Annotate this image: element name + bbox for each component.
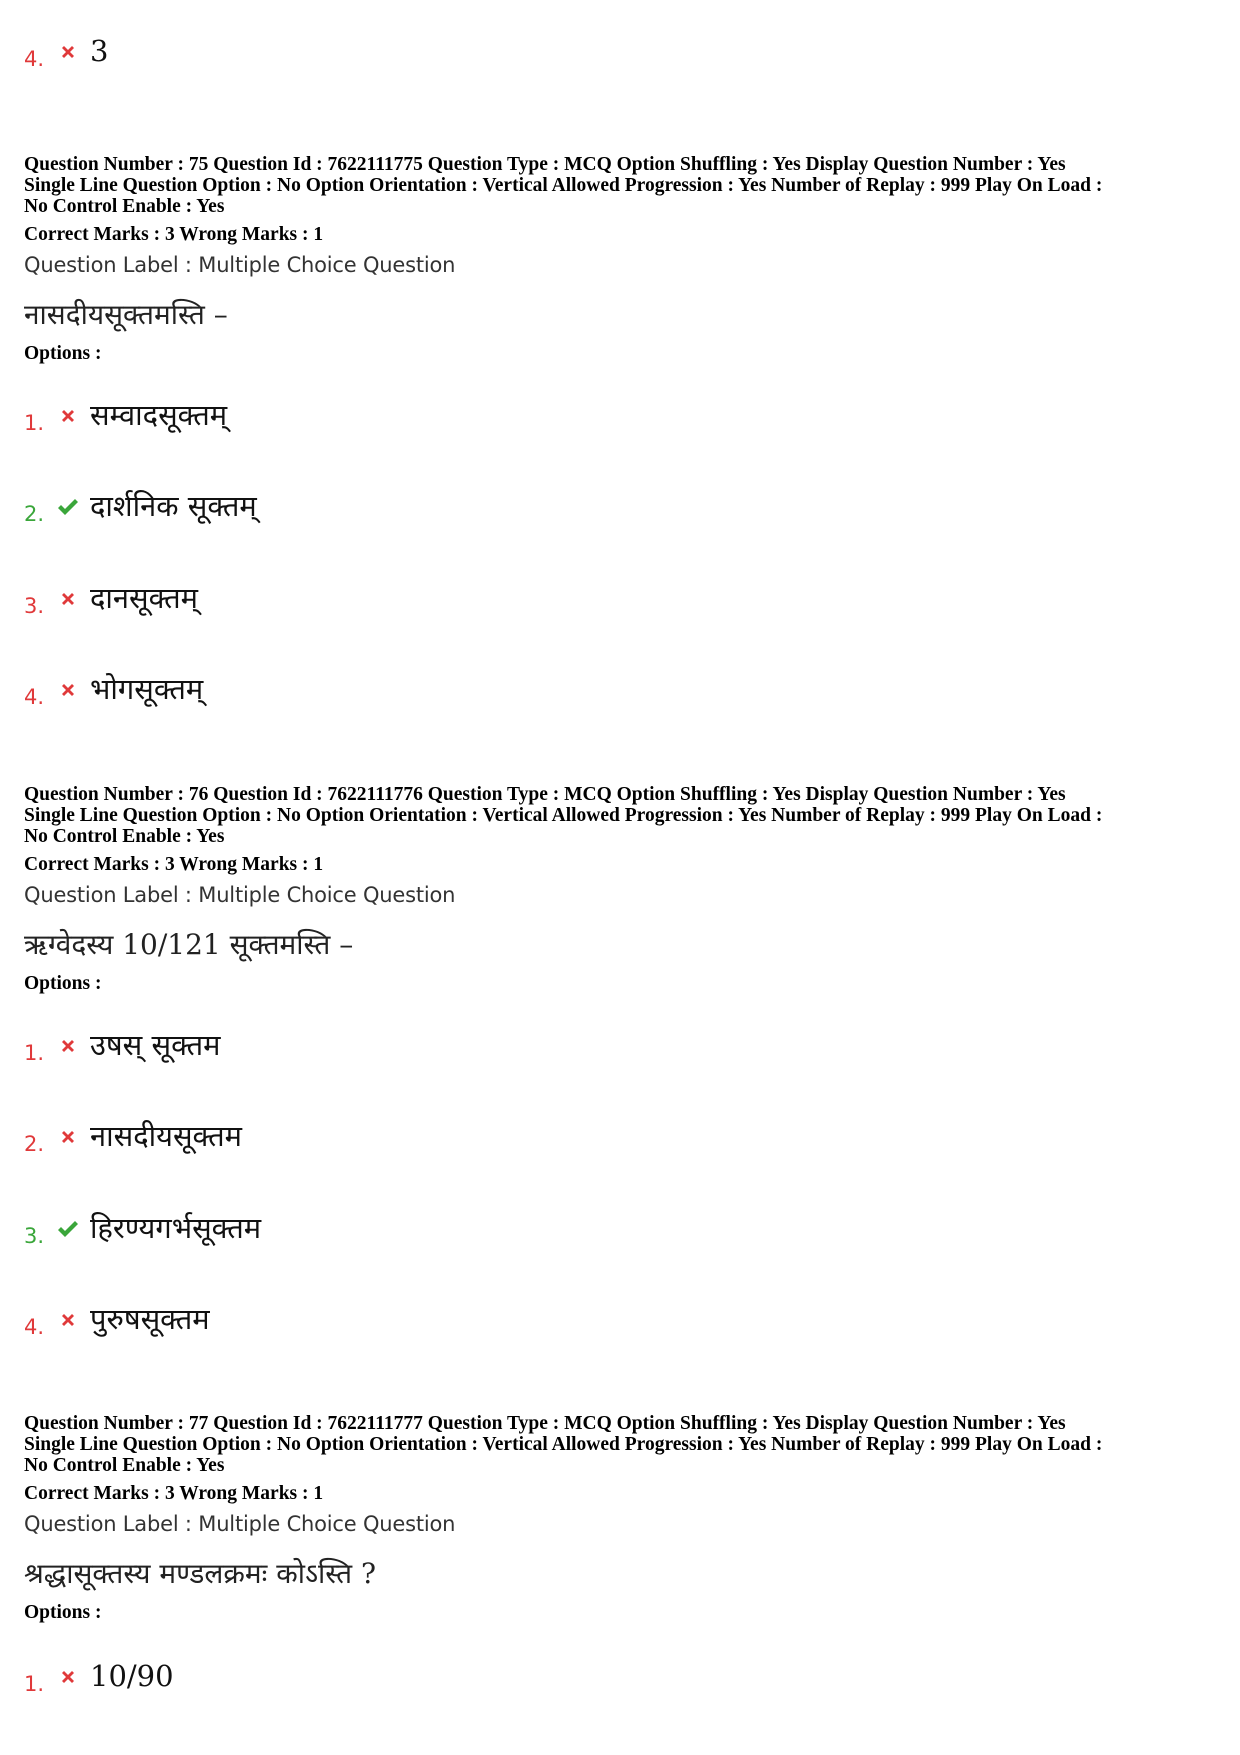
option-text: 3 [90,34,109,68]
option-number: 1. [24,411,45,435]
cross-icon [54,1663,82,1691]
cross-icon [54,402,82,430]
option-text: दानसूक्तम् [90,581,199,615]
option-row [24,392,227,436]
cross-icon [54,676,82,704]
question-meta-line: Single Line Question Option : No Option Orientation : Vertical Allowed Progression : Yes Number of Replay : 999 Play On Load : [24,805,1103,826]
question-block [24,154,1214,365]
option-row [24,1653,174,1697]
option-number: 1. [24,1672,45,1696]
question-block [24,1413,1214,1624]
check-icon [54,493,82,521]
option-text: हिरण्यगर्भसूक्तम [90,1211,262,1245]
question-meta-line: Single Line Question Option : No Option Orientation : Vertical Allowed Progression : Yes Number of Replay : 999 Play On Load : [24,1434,1103,1455]
option-row [24,1022,221,1066]
option-text: उषस् सूक्तम [90,1028,221,1062]
option-number: 1. [24,1041,45,1065]
marks-line: Correct Marks : 3 Wrong Marks : 1 [24,1483,324,1504]
option-row [24,1113,242,1157]
cross-icon [54,38,82,66]
options-heading: Options : [24,973,102,994]
question-meta-line: Question Number : 75 Question Id : 7622111775 Question Type : MCQ Option Shuffling : Yes Display Question Number : Yes [24,154,1066,175]
cross-icon [54,1123,82,1151]
option-row [24,575,198,619]
cross-icon [54,1306,82,1334]
question-meta-line: No Control Enable : Yes [24,196,225,217]
question-block [24,784,1214,995]
option-text: सम्वादसूक्तम् [90,398,228,432]
cross-icon [54,1032,82,1060]
option-number: 3. [24,1224,45,1248]
question-meta-line: Single Line Question Option : No Option Orientation : Vertical Allowed Progression : Yes Number of Replay : 999 Play On Load : [24,175,1103,196]
options-heading: Options : [24,1602,102,1623]
option-text: दार्शनिक सूक्तम् [90,489,257,523]
option-number: 4. [24,685,45,709]
option-number: 4. [24,1315,45,1339]
question-meta-line: Question Number : 76 Question Id : 7622111776 Question Type : MCQ Option Shuffling : Yes Display Question Number : Yes [24,784,1066,805]
question-label: Question Label : Multiple Choice Question [24,253,456,277]
question-meta-line: No Control Enable : Yes [24,1455,225,1476]
option-text: नासदीयसूक्तम [90,1119,242,1153]
option-text: भोगसूक्तम् [90,672,204,706]
question-label: Question Label : Multiple Choice Question [24,1512,456,1536]
question-meta-line: Question Number : 77 Question Id : 7622111777 Question Type : MCQ Option Shuffling : Yes Display Question Number : Yes [24,1413,1066,1434]
cross-icon [54,585,82,613]
option-row [24,1205,261,1249]
options-heading: Options : [24,343,102,364]
option-number: 4. [24,47,45,71]
option-number: 3. [24,594,45,618]
question-label: Question Label : Multiple Choice Question [24,883,456,907]
marks-line: Correct Marks : 3 Wrong Marks : 1 [24,224,324,245]
question-text: ऋग्वेदस्य 10/121 सूक्तमस्ति – [24,928,354,961]
check-icon [54,1215,82,1243]
marks-line: Correct Marks : 3 Wrong Marks : 1 [24,854,324,875]
question-meta-line: No Control Enable : Yes [24,826,225,847]
option-number: 2. [24,502,45,526]
option-row [24,483,257,527]
option-row [24,28,108,72]
option-number: 2. [24,1132,45,1156]
option-row [24,1296,210,1340]
question-text: श्रद्धासूक्तस्य मण्डलक्रमः कोऽस्ति ? [24,1557,377,1590]
question-text: नासदीयसूक्तमस्ति – [24,298,228,331]
option-text: पुरुषसूक्तम [90,1302,210,1336]
option-text: 10/90 [90,1659,174,1693]
option-row [24,666,203,710]
